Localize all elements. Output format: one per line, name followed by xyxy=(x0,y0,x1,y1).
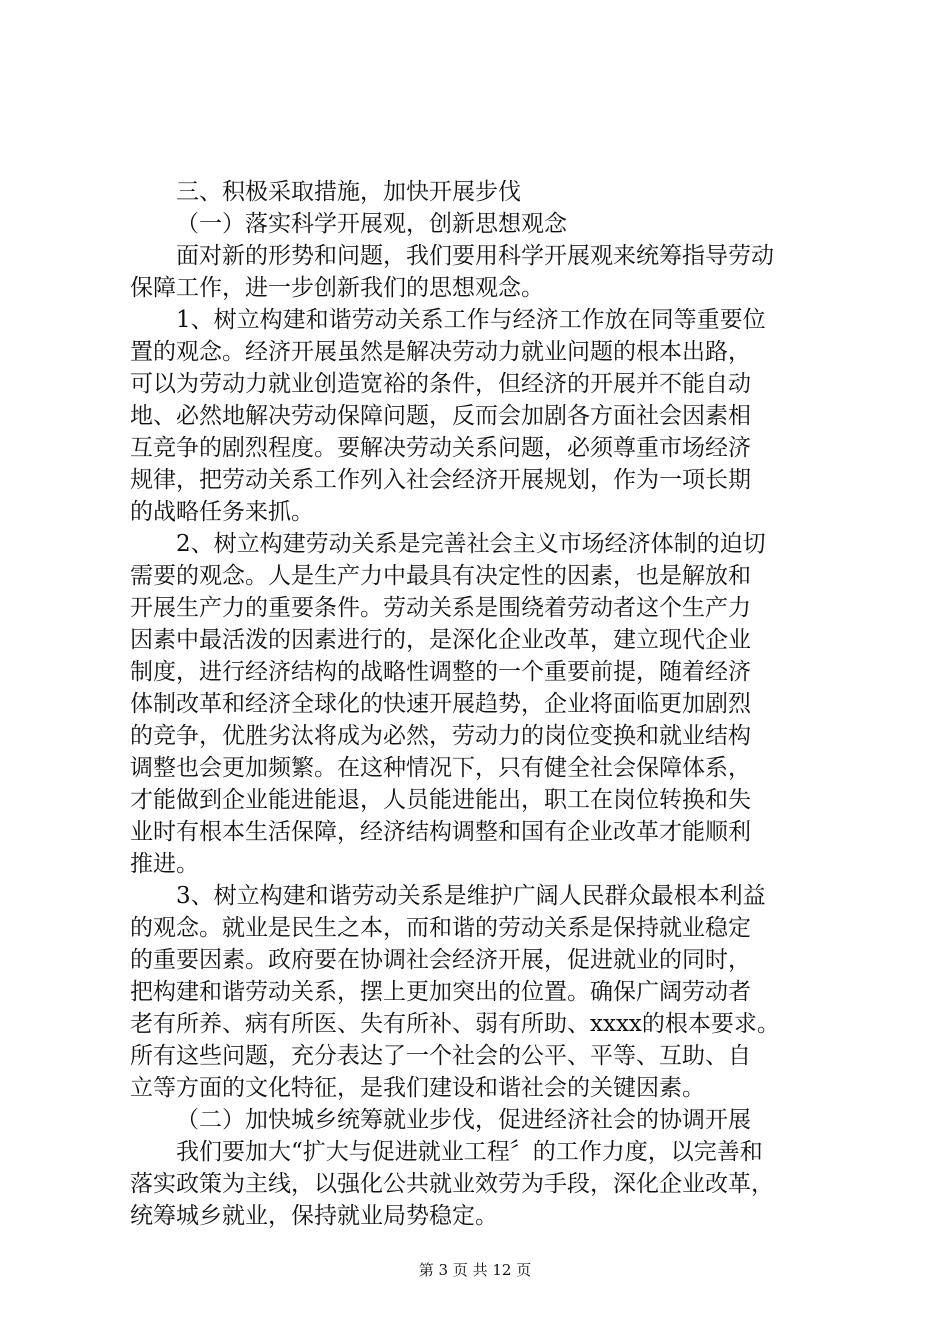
paragraph-line: 需要的观念。人是生产力中最具有决定性的因素，也是解放和 xyxy=(130,563,751,589)
paragraph-line: 体制改革和经济全球化的快速开展趋势，企业将面临更加剧烈 xyxy=(130,691,751,717)
subsection-heading: （一）落实科学开展观，创新思想观念 xyxy=(176,211,567,237)
paragraph-line: 才能做到企业能进能退，人员能进能出，职工在岗位转换和失 xyxy=(130,787,751,813)
paragraph-line: 因素中最活泼的因素进行的，是深化企业改革，建立现代企业 xyxy=(130,627,751,653)
paragraph-line: 可以为劳动力就业创造宽裕的条件，但经济的开展并不能自动 xyxy=(130,371,751,397)
paragraph-line: 置的观念。经济开展虽然是解决劳动力就业问题的根本出路， xyxy=(130,339,751,365)
page-number-footer: 第 3 页 共 12 页 xyxy=(418,1261,532,1279)
paragraph-line: 的观念。就业是民生之本，而和谐的劳动关系是保持就业稳定 xyxy=(130,915,751,941)
paragraph-line: 2、树立构建劳动关系是完善社会主义市场经济体制的迫切 xyxy=(176,531,766,557)
paragraph-line: 保障工作，进一步创新我们的思想观念。 xyxy=(130,275,544,301)
paragraph-line: 立等方面的文化特征，是我们建设和谐社会的关键因素。 xyxy=(130,1075,705,1101)
paragraph-line: 开展生产力的重要条件。劳动关系是围绕着劳动者这个生产力 xyxy=(130,595,751,621)
paragraph-line: 的战略任务来抓。 xyxy=(130,499,314,525)
paragraph-line: 所有这些问题，充分表达了一个社会的公平、平等、互助、自 xyxy=(130,1043,751,1069)
paragraph-line: 调整也会更加频繁。在这种情况下，只有健全社会保障体系， xyxy=(130,755,751,781)
document-body xyxy=(130,176,830,1232)
paragraph-line: 互竞争的剧烈程度。要解决劳动关系问题，必须尊重市场经济 xyxy=(130,435,751,461)
section-heading: 三、积极采取措施，加快开展步伐 xyxy=(176,179,521,205)
paragraph-line: 地、必然地解决劳动保障问题，反而会加剧各方面社会因素相 xyxy=(130,403,751,429)
paragraph-line: 推进。 xyxy=(130,851,199,877)
paragraph-line: 制度，进行经济结构的战略性调整的一个重要前提，随着经济 xyxy=(130,659,751,685)
paragraph-line: 业时有根本生活保障，经济结构调整和国有企业改革才能顺利 xyxy=(130,819,751,845)
paragraph-line: 我们要加大“扩大与促进就业工程〞的工作力度，以完善和 xyxy=(176,1139,763,1165)
paragraph-line: 1、树立构建和谐劳动关系工作与经济工作放在同等重要位 xyxy=(176,307,766,333)
paragraph-line: 老有所养、病有所医、失有所补、弱有所助、xxxx的根本要求。 xyxy=(130,1011,780,1037)
paragraph-line: 统筹城乡就业，保持就业局势稳定。 xyxy=(130,1203,498,1229)
paragraph-line: 的竞争，优胜劣汰将成为必然，劳动力的岗位变换和就业结构 xyxy=(130,723,751,749)
subsection-heading: （二）加快城乡统筹就业步伐，促进经济社会的协调开展 xyxy=(176,1107,751,1133)
paragraph-line: 把构建和谐劳动关系，摆上更加突出的位置。确保广阔劳动者 xyxy=(130,979,751,1005)
paragraph-line: 的重要因素。政府要在协调社会经济开展，促进就业的同时， xyxy=(130,947,751,973)
paragraph-line: 3、树立构建和谐劳动关系是维护广阔人民群众最根本利益 xyxy=(176,883,766,909)
paragraph-line: 面对新的形势和问题，我们要用科学开展观来统筹指导劳动 xyxy=(176,243,774,269)
paragraph-line: 规律，把劳动关系工作列入社会经济开展规划，作为一项长期 xyxy=(130,467,751,493)
paragraph-line: 落实政策为主线，以强化公共就业效劳为手段，深化企业改革， xyxy=(130,1171,774,1197)
